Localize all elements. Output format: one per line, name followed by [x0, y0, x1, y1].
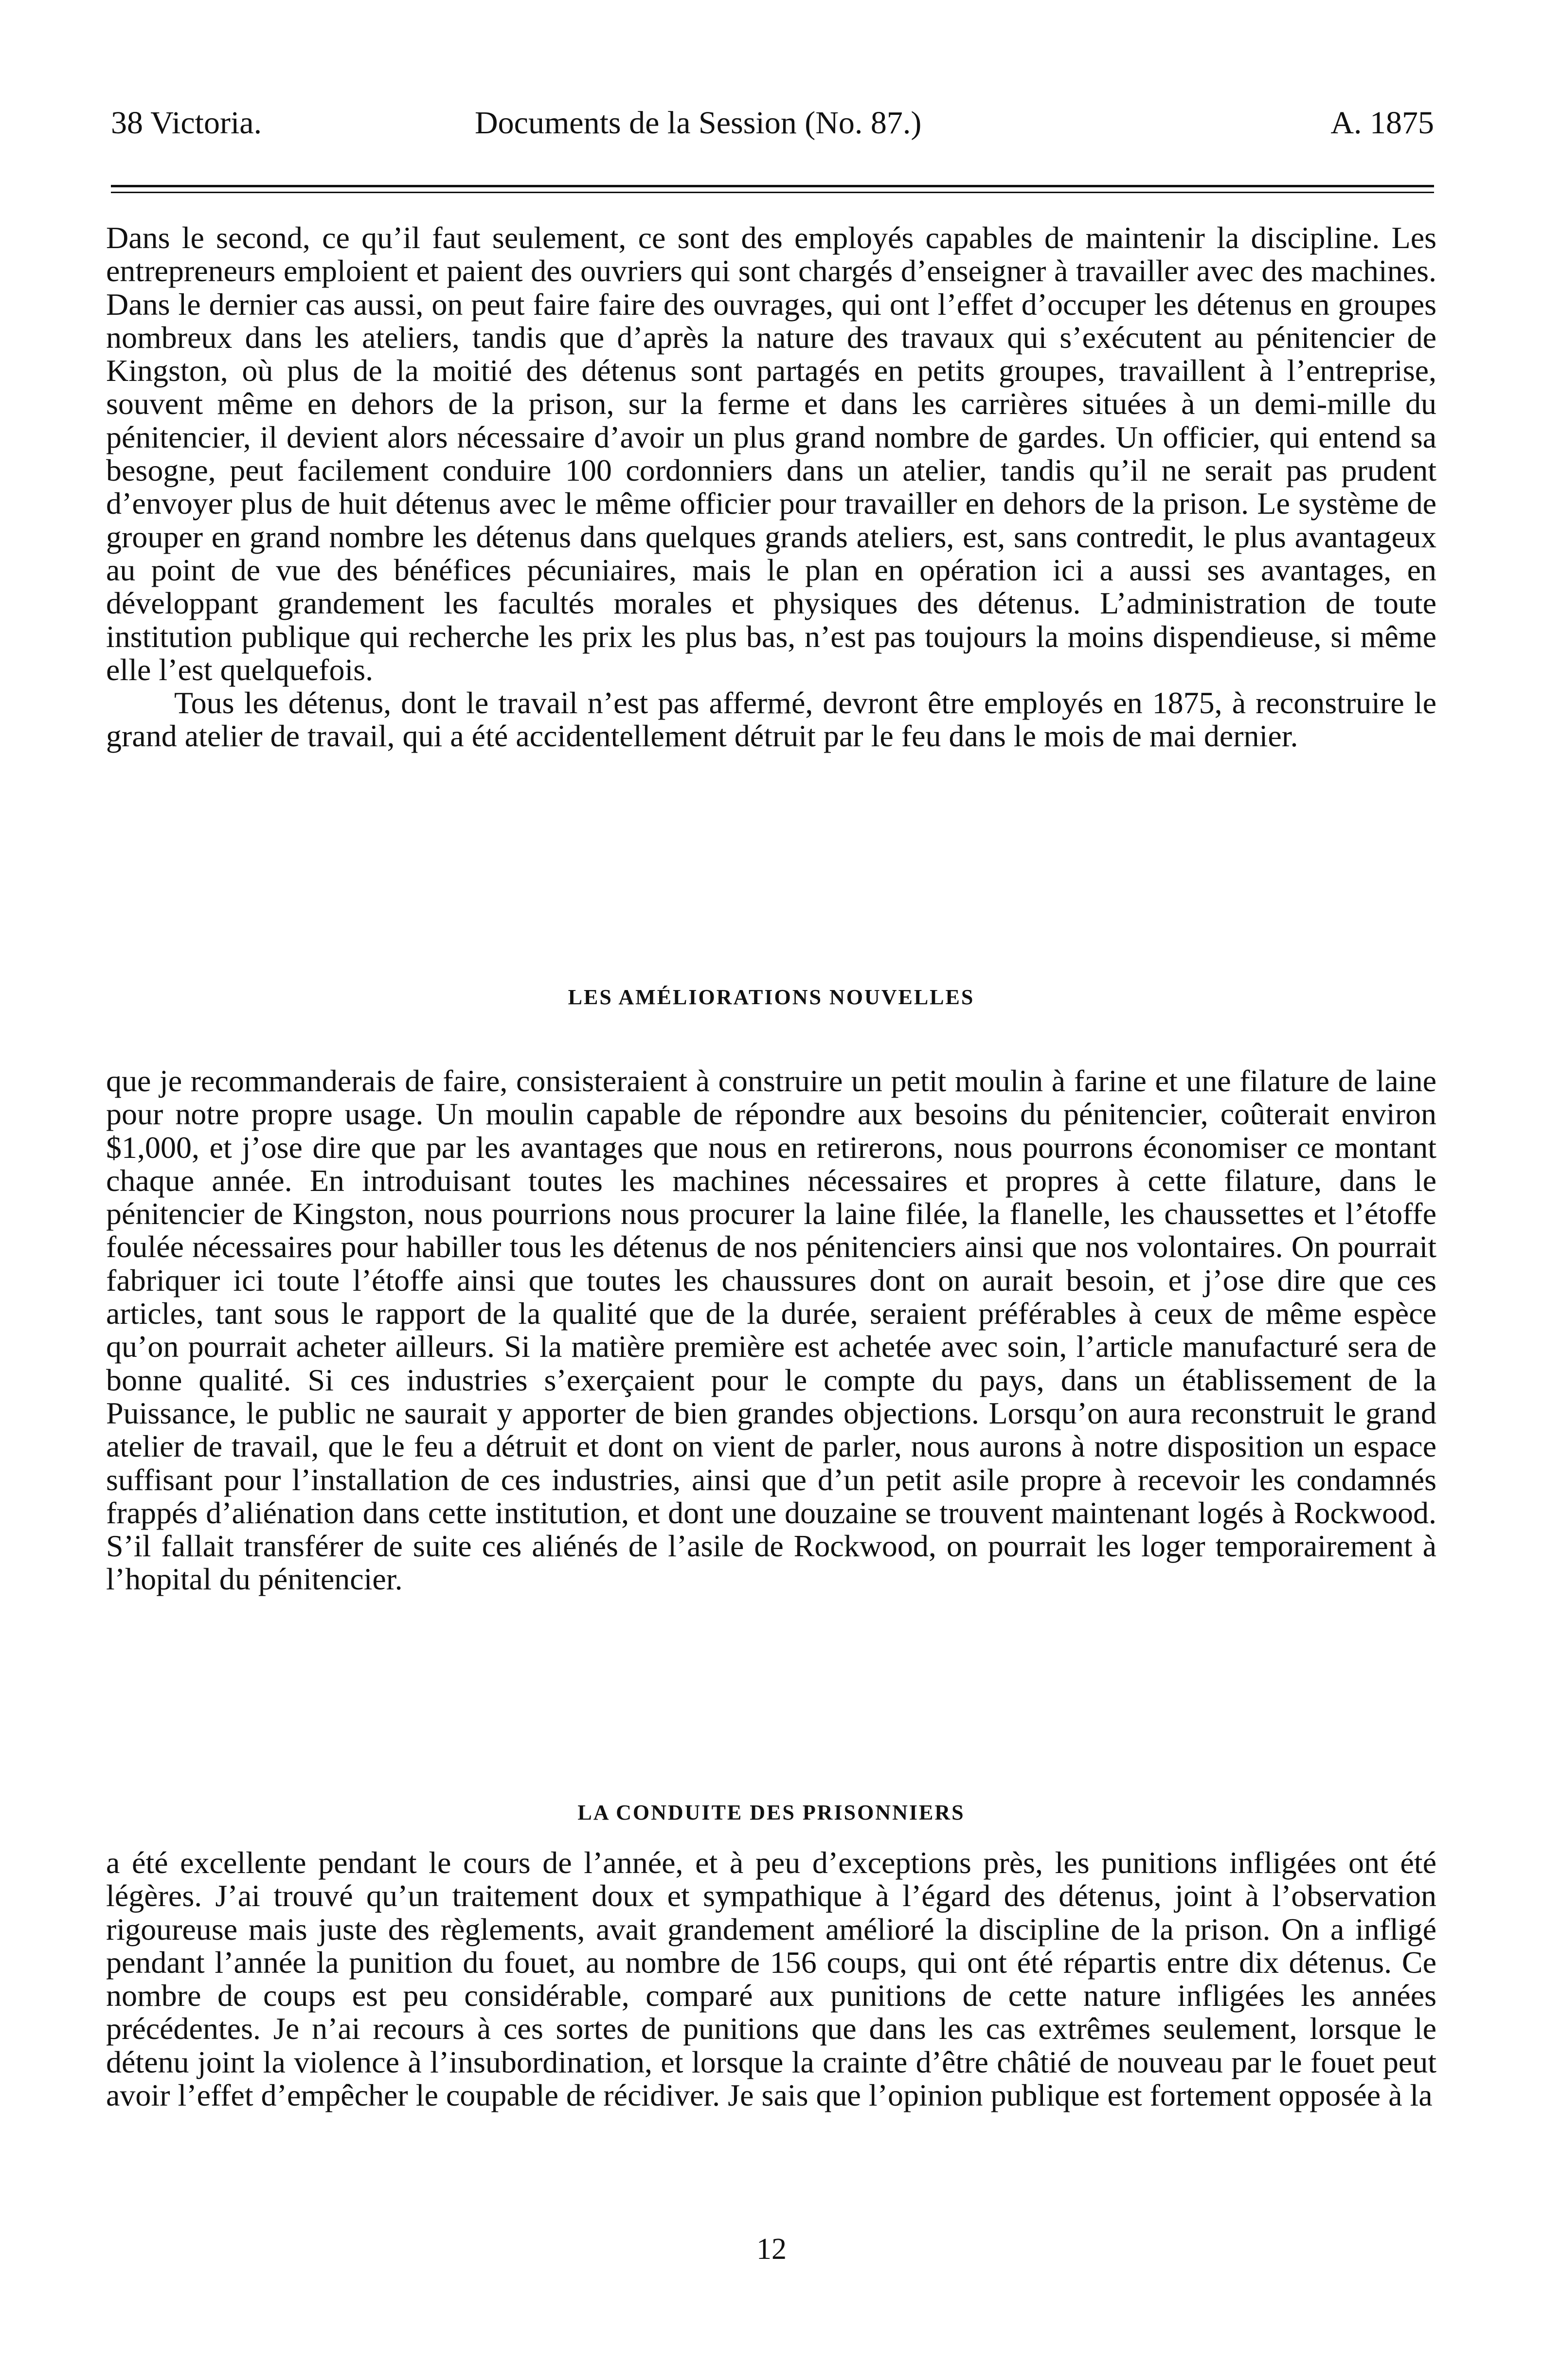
- body-section-3: [106, 1846, 1436, 2112]
- section-heading-ameliorations: LES AMÉLIORATIONS NOUVELLES: [568, 985, 975, 1009]
- header-year: A. 1875: [1330, 105, 1434, 141]
- header-rule-thick: [111, 185, 1434, 187]
- paragraph-reconstruction: Tous les détenus, dont le travail n’est pas affermé, devront être employés en 1875, à reconstruire le grand atelier de travail, qui a été accidentellement détruit par le feu dans le mois de mai dernier.: [106, 685, 1436, 754]
- page-number: 12: [756, 2233, 787, 2266]
- paragraph-conduct: a été excellente pendant le cours de l’année, et à peu d’exceptions près, les punitions infligées ont été légères. J’ai trouvé qu’un traitement doux et sympathique à l’égard des détenus, joint à l’observation rigoureuse mais juste des règlements, avait grandement amélioré la discipline de la prison. On a infligé pendant l’année la punition du fouet, au nombre de 156 coups, qui ont été répartis entre dix détenus. Ce nombre de coups est peu considérable, comparé aux punitions de cette nature infligées les années précédentes. Je n’ai recours à ces sortes de punitions que dans les cas extrêmes seulement, lorsque le détenu joint la violence à l’insubordination, et lorsque la crainte d’être châtié de nouveau par le fouet peut avoir l’effet d’empêcher le coupable de récidiver. Je sais que l’opinion publique est fortement opposée à la: [106, 1845, 1436, 2113]
- header-rule-thin: [111, 192, 1434, 193]
- header-title: Documents de la Session (No. 87.): [475, 105, 922, 141]
- running-header: [111, 101, 1434, 145]
- paragraph-improvements: que je recommanderais de faire, consisteraient à construire un petit moulin à farine et une filature de laine pour notre propre usage. Un moulin capable de répondre aux besoins du pénitencier, coûterait environ $1,000, et j’ose dire que par les avantages que nous en retirerons, nous pourrons économiser ce montant chaque année. En introduisant toutes les machines nécessaires et propres à cette filature, dans le pénitencier de Kingston, nous pourrions nous procurer la laine filée, la flanelle, les chaussettes et l’étoffe foulée nécessaires pour habiller tous les détenus de nos pénitenciers ainsi que nos volontaires. On pourrait fabriquer ici toute l’étoffe ainsi que toutes les chaussures dont on aurait besoin, et j’ose dire que ces articles, tant sous le rapport de la qualité que de la durée, seraient préférables à ceux de même espèce qu’on pourrait acheter ailleurs. Si la matière première est achetée avec soin, l’article manufacturé sera de bonne qualité. Si ces industries s’exerçaient pour le compte du pays, dans un établissement de la Puissance, le public ne saurait y apporter de bien grandes objections. Lorsqu’on aura reconstruit le grand atelier de travail, que le feu a détruit et dont on vient de parler, nous aurons à notre disposition un espace suffisant pour l’installation de ces industries, ainsi que d’un petit asile propre à recevoir les condamnés frappés d’aliénation dans cette institution, et dont une douzaine se trouvent maintenant logés à Rockwood. S’il fallait transférer de suite ces aliénés de l’asile de Rockwood, on pourrait les loger temporairement à l’hopital du pénitencier.: [106, 1064, 1436, 1597]
- body-section-1: [106, 221, 1436, 753]
- header-volume: 38 Victoria.: [111, 105, 262, 141]
- body-section-2: [106, 1064, 1436, 1596]
- section-heading-conduite: LA CONDUITE DES PRISONNIERS: [577, 1801, 965, 1824]
- paragraph-discipline: Dans le second, ce qu’il faut seulement, ce sont des employés capables de maintenir la discipline. Les entrepreneurs emploient et paient des ouvriers qui sont chargés d’enseigner à travailler avec des machines. Dans le dernier cas aussi, on peut faire faire des ouvrages, qui ont l’effet d’occuper les détenus en groupes nombreux dans les ateliers, tandis que d’après la nature des travaux qui s’exécutent au pénitencier de Kingston, où plus de la moitié des détenus sont partagés en petits groupes, travaillent à l’entreprise, souvent même en dehors de la prison, sur la ferme et dans les carrières situées à un demi-mille du pénitencier, il devient alors nécessaire d’avoir un plus grand nombre de gardes. Un officier, qui entend sa besogne, peut facilement conduire 100 cordonniers dans un atelier, tandis qu’il ne serait pas prudent d’envoyer plus de huit détenus avec le même officier pour travailler en dehors de la prison. Le système de grouper en grand nombre les détenus dans quelques grands ateliers, est, sans contredit, le plus avantageux au point de vue des bénéfices pécuniaires, mais le plan en opération ici a aussi ses avantages, en développant grandement les facultés morales et physiques des détenus. L’administration de toute institution publique qui recherche les prix les plus bas, n’est pas toujours la moins dispendieuse, si même elle l’est quelquefois.: [106, 220, 1436, 687]
